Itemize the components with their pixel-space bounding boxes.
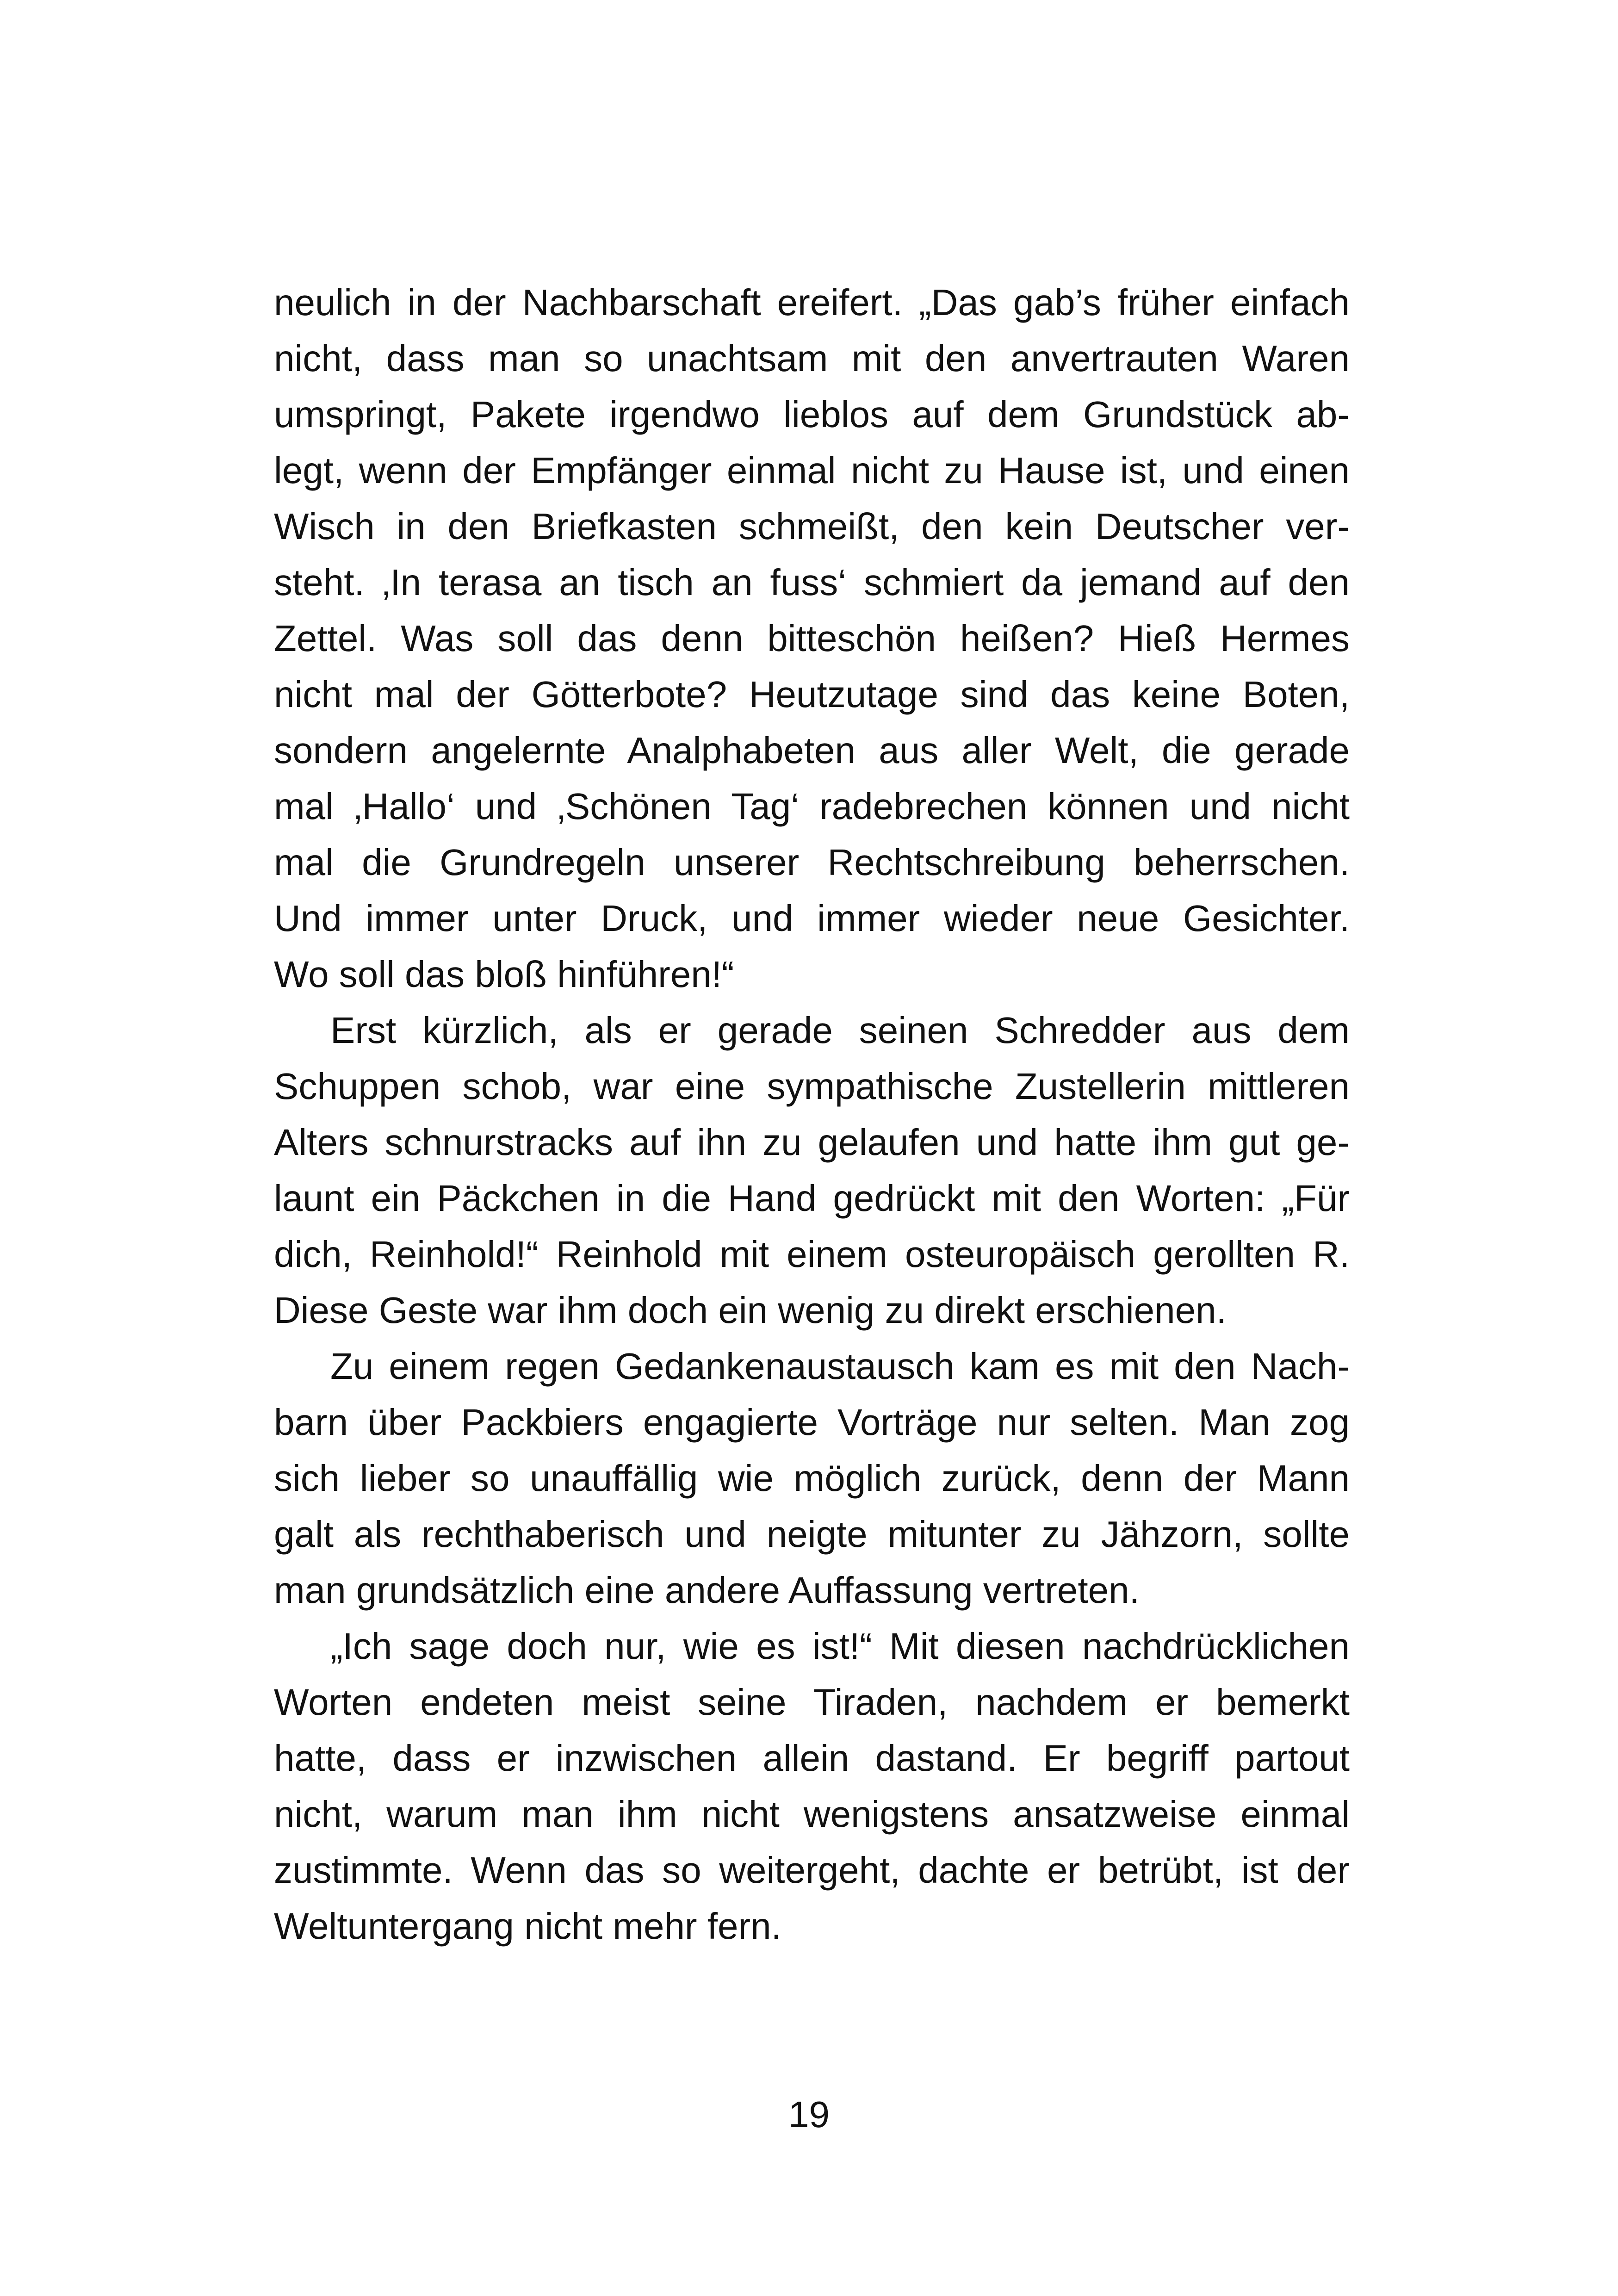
text-line: Weltuntergang nicht mehr fern.	[274, 1905, 781, 1947]
text-line: man grundsätzlich eine andere Auffassung vertreten.	[274, 1570, 1140, 1611]
text-line: Zu einem regen Gedankenaustausch kam es mit den Nach-	[330, 1346, 1350, 1387]
text-line: Alters schnurstracks auf ihn zu gelaufen und hatte ihm gut ge-	[274, 1122, 1350, 1163]
text-line: steht. ‚In terasa an tisch an fuss‘ schmiert da jemand auf den	[274, 562, 1350, 603]
text-line: Diese Geste war ihm doch ein wenig zu direkt erschienen.	[274, 1290, 1227, 1331]
text-line: sich lieber so unauffällig wie möglich zurück, denn der Mann	[274, 1458, 1350, 1499]
text-line: neulich in der Nachbarschaft ereifert. „Das gab’s früher einfach	[274, 282, 1350, 323]
text-line: nicht, dass man so unachtsam mit den anvertrauten Waren	[274, 338, 1350, 379]
text-line: umspringt, Pakete irgendwo lieblos auf dem Grundstück ab-	[274, 394, 1350, 435]
text-line: barn über Packbiers engagierte Vorträge nur selten. Man zog	[274, 1402, 1350, 1443]
text-line: Schuppen schob, war eine sympathische Zustellerin mittleren	[274, 1066, 1350, 1107]
text-line: legt, wenn der Empfänger einmal nicht zu Hause ist, und einen	[274, 450, 1350, 491]
body-text	[274, 274, 1350, 1954]
text-line: Worten endeten meist seine Tiraden, nachdem er bemerkt	[274, 1682, 1350, 1723]
text-line: Und immer unter Druck, und immer wieder neue Gesichter.	[274, 898, 1350, 939]
text-line: zustimmte. Wenn das so weitergeht, dachte er betrübt, ist der	[274, 1849, 1350, 1891]
text-line: mal ‚Hallo‘ und ‚Schönen Tag‘ radebrechen können und nicht	[274, 786, 1350, 827]
text-line: Wisch in den Briefkasten schmeißt, den kein Deutscher ver-	[274, 506, 1350, 547]
text-line: dich, Reinhold!“ Reinhold mit einem osteuropäisch gerollten R.	[274, 1234, 1350, 1275]
text-line: Erst kürzlich, als er gerade seinen Schredder aus dem	[330, 1010, 1350, 1051]
text-line: sondern angelernte Analphabeten aus aller Welt, die gerade	[274, 730, 1350, 771]
text-line: nicht mal der Götterbote? Heutzutage sind das keine Boten,	[274, 674, 1350, 715]
text-line: „Ich sage doch nur, wie es ist!“ Mit diesen nachdrücklichen	[330, 1626, 1350, 1667]
text-line: mal die Grundregeln unserer Rechtschreibung beherrschen.	[274, 842, 1350, 883]
text-line: nicht, warum man ihm nicht wenigstens ansatzweise einmal	[274, 1793, 1350, 1835]
page-number: 19	[788, 2094, 830, 2135]
text-line: Zettel. Was soll das denn bitteschön heißen? Hieß Hermes	[274, 618, 1350, 659]
text-line: Wo soll das bloß hinführen!“	[274, 954, 734, 995]
text-line: galt als rechthaberisch und neigte mitunter zu Jähzorn, sollte	[274, 1514, 1350, 1555]
text-line: hatte, dass er inzwischen allein dastand. Er begriff partout	[274, 1738, 1350, 1779]
text-line: launt ein Päckchen in die Hand gedrückt mit den Worten: „Für	[274, 1178, 1350, 1219]
